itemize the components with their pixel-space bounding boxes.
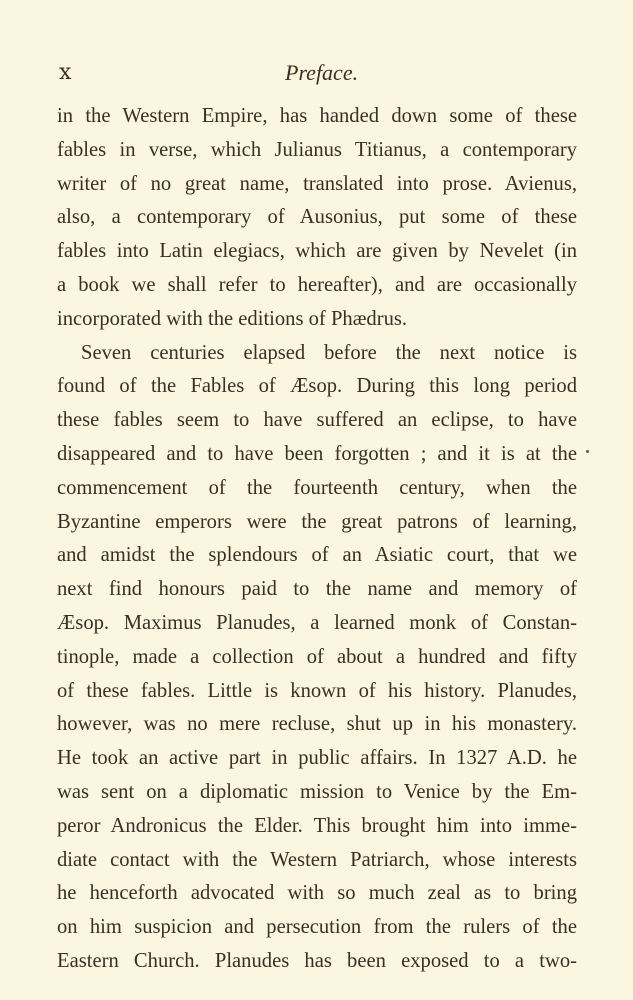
text-line: commencement of the fourteenth century, when the [57, 476, 577, 499]
text-line: however, was no mere recluse, shut up in his monastery. [57, 713, 577, 736]
text-line: on him suspicion and persecution from the rulers of the [57, 916, 577, 939]
text-line: Byzantine emperors were the great patrons of learning, [57, 510, 577, 533]
text-line: Æsop. Maximus Planudes, a learned monk of Constan- [57, 611, 577, 634]
text-line: in the Western Empire, has handed down some of these [57, 105, 577, 127]
text-line: fables into Latin elegiacs, which are given by Nevelet (in [57, 240, 577, 263]
text-line: disappeared and to have been forgotten ; and it is at the [57, 442, 577, 465]
text-line: diate contact with the Western Patriarch, whose interests [57, 848, 577, 871]
running-title: Preface. [285, 60, 359, 85]
text-line: was sent on a diplomatic mission to Venice by the Em- [57, 780, 577, 803]
text-line: found of the Fables of Æsop. During this long period [57, 375, 577, 398]
text-line: he henceforth advocated with so much zeal as to bring [57, 882, 577, 905]
text-line: Eastern Church. Planudes has been exposed to a two- [57, 949, 577, 972]
text-line: and amidst the splendours of an Asiatic court, that we [57, 544, 577, 567]
text-line: writer of no great name, translated into prose. Avienus, [57, 172, 577, 195]
paragraph-1 [57, 100, 577, 337]
page-header [57, 60, 577, 92]
text-line: tinople, made a collection of about a hundred and fifty [57, 645, 577, 668]
text-line: also, a contemporary of Ausonius, put some of these [57, 206, 577, 229]
text-line: peror Andronicus the Elder. This brought him into imme- [57, 814, 577, 837]
text-line: these fables seem to have suffered an eclipse, to have [57, 409, 577, 432]
text-line: He took an active part in public affairs. In 1327 A.D. he [57, 747, 577, 770]
text-line: fables in verse, which Julianus Titianus, a contemporary [57, 138, 577, 161]
text-line: incorporated with the editions of Phædrus. [57, 307, 408, 330]
text-line: next find honours paid to the name and memory of [57, 578, 577, 601]
text-line: Seven centuries elapsed before the next notice is [81, 341, 577, 364]
text-line: of these fables. Little is known of his history. Planudes, [57, 679, 577, 702]
text-line: a book we shall refer to hereafter), and are occasionally [57, 273, 577, 296]
page-number: x [59, 60, 73, 85]
stray-ink-mark [586, 450, 589, 453]
body-text [57, 100, 577, 979]
paragraph-2 [57, 337, 577, 979]
